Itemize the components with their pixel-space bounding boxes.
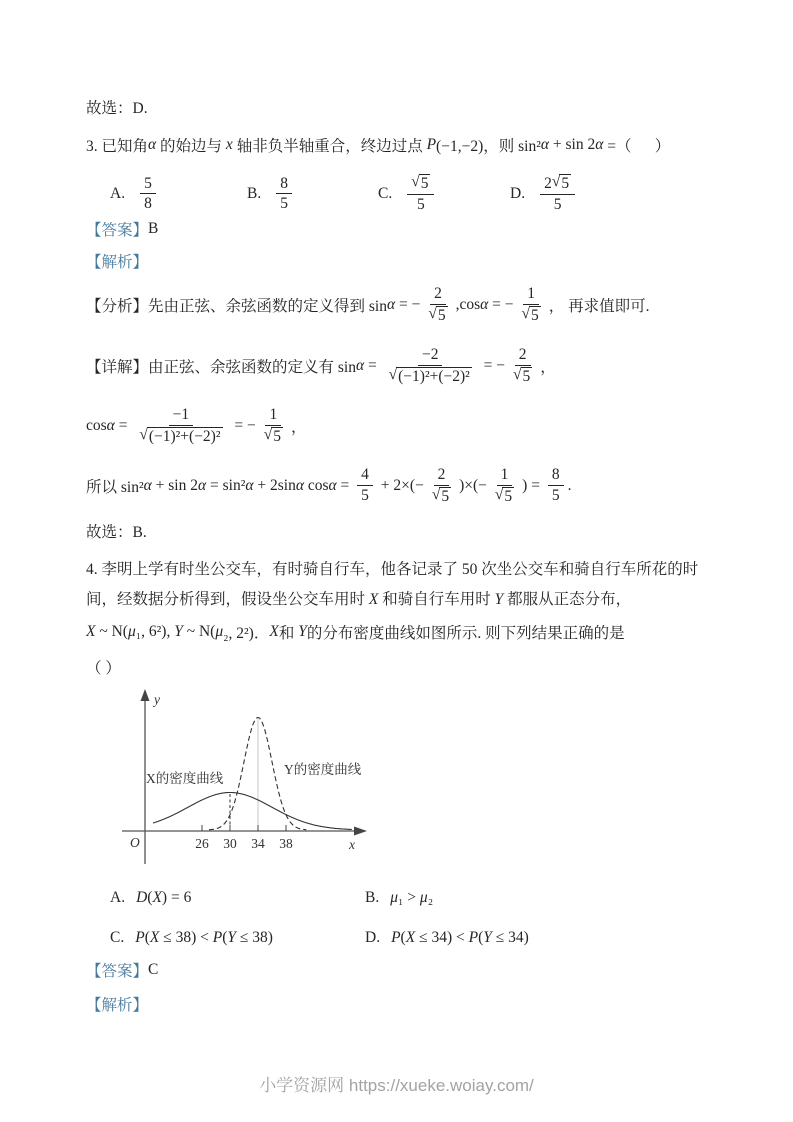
x-axis-label: x: [349, 836, 355, 852]
q4-option-a-label: A.: [110, 888, 126, 906]
q3-option-a-label: A.: [110, 184, 126, 202]
q4-option-d: [365, 929, 723, 947]
x-curve-label: X的密度曲线: [146, 770, 224, 786]
q4-answer-line: [86, 959, 723, 981]
q3-detail-line-2: cos α = −1 √ (−1)²+(−2)² = − 1 √ 5 ，: [86, 405, 307, 445]
answer-marker: 【答案】: [86, 221, 149, 239]
q3-option-c: [378, 174, 510, 214]
q3-detail-line-1: 【详解】由正弦、余弦函数的定义有 sin α = −2 √ (−1)²+(−2)² = − 2 √ 5 ，: [86, 345, 556, 385]
q3-options-row: [86, 174, 723, 214]
x-axis-ticks: [195, 825, 293, 851]
x-tick-label-34: 34: [251, 835, 265, 851]
q3-analysis-marker: [86, 250, 723, 272]
y-curve-label: Y的密度曲线: [284, 761, 362, 777]
q3-option-d: [510, 174, 723, 214]
q2-choose-line: 故选：D.: [86, 100, 148, 117]
x-tick-label-26: 26: [195, 835, 209, 851]
q4-option-c: [110, 929, 365, 947]
q4-stem-line-4: （ ）: [86, 659, 121, 677]
q4-option-c-value: P ( X ≤ 38) < P ( Y ≤ 38): [135, 928, 273, 946]
q3-detail-line-3: 所以 sin² α + sin 2 α = sin² α + 2sin α cos α = $\frac{4}{5}$ + 2×(− 2 √ 5 )×(− 1 √ 5 ) = $\frac{8}{5}$ .: [86, 465, 572, 505]
x-tick-label-30: 30: [223, 835, 237, 851]
x-tick-label-38: 38: [279, 835, 293, 851]
q4-analysis-marker: [86, 993, 723, 1015]
analysis-marker: 【解析】: [86, 996, 149, 1014]
q3-option-d-value: 2 √ 5 5: [536, 174, 579, 214]
y-axis-label: y: [154, 691, 160, 707]
q4-option-b-label: B.: [365, 888, 380, 906]
density-figure-container: [108, 686, 723, 881]
q3-option-c-value: √ 5 5: [403, 174, 438, 214]
q3-option-b: [247, 174, 378, 214]
q4-option-a: [110, 889, 365, 907]
watermark-footer: 小学资源网 https://xueke.woiay.com/: [259, 1076, 534, 1095]
q4-option-d-label: D.: [365, 928, 381, 946]
q4-stem-line-1: 4. 李明上学有时坐公交车，有时骑自行车，他各记录了 50 次坐公交车和骑自行车所花的时: [86, 560, 699, 578]
q4-answer-value: C: [148, 960, 159, 978]
q3-option-d-label: D.: [510, 184, 526, 202]
q4-option-d-value: P ( X ≤ 34) < P ( Y ≤ 34): [391, 928, 529, 946]
q4-option-a-value: D ( X ) = 6: [136, 888, 192, 906]
origin-label: O: [130, 834, 140, 850]
q3-answer-line: [86, 218, 723, 240]
q4-stem-line-3: X ~ N( μ ₁, 6²), Y ~ N( μ ₂, 2²)． X 和 Y 的分布密度曲线如图所示. 则下列结果正确的是: [86, 622, 625, 642]
q4-option-b-value: μ ₁ > μ ₂: [390, 888, 434, 906]
mean-guide-lines: [230, 718, 258, 830]
q3-option-a: [110, 174, 247, 214]
answer-marker: 【答案】: [86, 962, 149, 980]
q3-option-b-label: B.: [247, 184, 262, 202]
density-curves-figure: [108, 686, 408, 876]
q3-option-a-value: $\frac{5}{8}$: [136, 175, 160, 214]
q3-option-b-value: $\frac{8}{5}$: [272, 175, 296, 214]
q3-option-c-label: C.: [378, 184, 393, 202]
q3-stem: 3. 已知角 α 的始边与 x 轴非负半轴重合，终边过点 P (−1,−2)，则 sin² α + sin 2 α =（ ）: [86, 136, 671, 155]
q3-answer-value: B: [148, 219, 159, 237]
q3-analysis-line: 【分析】先由正弦、余弦函数的定义得到 sin α = − 2 √ 5 ,cos α = − 1 √ 5 ， 再求值即可.: [86, 284, 650, 324]
x-density-curve: [153, 792, 352, 829]
q4-stem-line-2: 间，经数据分析得到，假设坐公交车用时 X 和骑自行车用时 Y 都服从正态分布，: [86, 590, 632, 608]
analysis-marker: 【解析】: [86, 253, 149, 271]
q4-option-c-label: C.: [110, 928, 125, 946]
q3-choose-line: 故选：B.: [86, 523, 147, 541]
q4-option-b: [365, 889, 723, 907]
q4-options-grid: [86, 889, 723, 947]
